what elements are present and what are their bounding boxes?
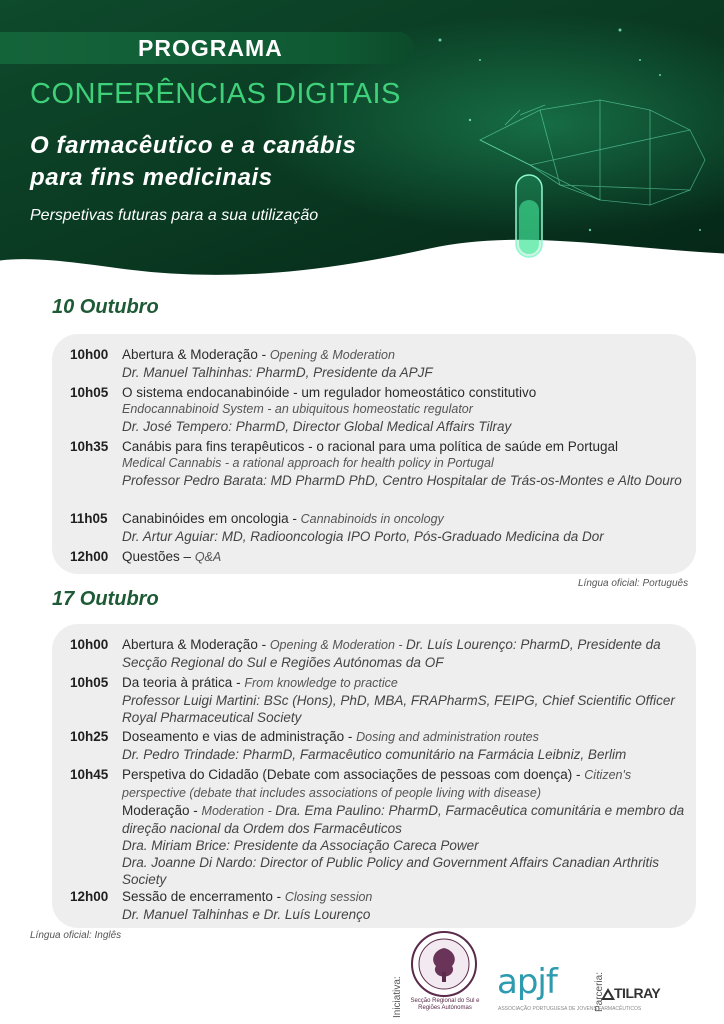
day-title-1: 10 Outubro [52, 296, 159, 318]
session-time: 10h45 [70, 767, 109, 782]
seal-logo [410, 930, 478, 998]
session-title-en: Dosing and administration routes [356, 730, 539, 744]
session-speakers: Dr. Pedro Trindade: PharmD, Farmacêutico comunitário na Farmácia Leibniz, Berlim [122, 747, 627, 762]
session-title-pt: O sistema endocanabinóide - um regulador homeostático constitutivo [122, 385, 537, 400]
test-tube-illustration [516, 175, 542, 257]
tilray-logo: TILRAY [614, 985, 661, 1001]
session-time: 10h05 [70, 675, 109, 690]
session-title-pt: Da teoria à prática [122, 675, 233, 690]
title-line-1: O farmacêutico e a canábis [30, 132, 357, 159]
session-title-pt: Canabinóides em oncologia [122, 511, 289, 526]
session-speakers: Professor Pedro Barata: MD PharmD PhD, Centro Hospitalar de Trás-os-Montes e Alto Douro [122, 473, 682, 488]
session-time: 12h00 [70, 549, 109, 564]
session-title-en: Opening & Moderation [269, 348, 395, 362]
session-title-en: Endocannabinoid System - an ubiquitous homeostatic regulator [122, 402, 473, 416]
parceria-label: Parceria: [594, 971, 605, 1012]
moderator-speaker: Dra. Ema Paulino: PharmD, Farmacêutica comunitária e membro da direção nacional da Ordem dos Farmacêuticos [122, 803, 685, 836]
tilray-triangle-icon [601, 988, 615, 1000]
session-time: 10h00 [70, 347, 109, 362]
apjf-logo: apjf [497, 962, 557, 1002]
language-note-2: Língua oficial: Inglês [30, 930, 122, 941]
session-speakers: Dr. Artur Aguiar: MD, Radiooncologia IPO Porto, Pós-Graduado Medicina da Dor [122, 529, 604, 544]
session-title-en: Citizen's perspective (debate that includes associations of people living with disease) [122, 768, 632, 800]
session-speakers: Professor Luigi Martini: BSc (Hons), PhD, MBA, FRAPharmS, FEIPG, Chief Scientific Officer Royal Pharmaceutical Society [122, 693, 675, 725]
session-title-pt: Perspetiva do Cidadão (Debate com associações de pessoas com doença) [122, 767, 573, 782]
moderation-label-en: Moderation [201, 804, 265, 818]
session-time: 10h00 [70, 637, 109, 652]
panelist-2: Dra. Joanne Di Nardo: Director of Public Policy and Government Affairs Canadian Arthritis Society [122, 855, 659, 887]
seal-caption: Secção Regional do Sul e Regiões Autónomas [410, 998, 480, 1011]
session-time: 12h00 [70, 889, 109, 904]
session-speakers: Dr. Luís Lourenço: PharmD, Presidente da Secção Regional do Sul e Regiões Autónomas da OF [122, 637, 661, 670]
panelist-1: Dra. Miriam Brice: Presidente da Associação Careca Power [122, 838, 479, 853]
page-title [30, 130, 450, 194]
session-title-pt: Abertura & Moderação [122, 347, 258, 362]
moderation-label-pt: Moderação [122, 803, 190, 818]
session-title-pt: Doseamento e vias de administração [122, 729, 345, 744]
session-title-en: Q&A [194, 550, 222, 564]
header-banner [0, 0, 724, 300]
programa-label: PROGRAMA [138, 35, 283, 61]
session-speakers: Dr. Manuel Talhinhas: PharmD, Presidente da APJF [122, 365, 433, 380]
session-title-en: Closing session [284, 890, 373, 904]
session-title-pt: Abertura & Moderação [122, 637, 258, 652]
session-title-en: From knowledge to practice [244, 676, 398, 690]
session-title-pt: Canábis para fins terapêuticos - o racional para uma política de saúde em Portugal [122, 439, 619, 454]
page-subtitle: Perspetivas futuras para a sua utilização [30, 207, 319, 224]
session-time: 11h05 [70, 511, 108, 526]
session-title-pt: Questões – [122, 549, 192, 564]
session-speakers: Dr. José Tempero: PharmD, Director Global Medical Affairs Tilray [122, 419, 512, 434]
session-time: 10h05 [70, 385, 109, 400]
session-title-en: Opening & Moderation [269, 638, 395, 652]
apjf-caption: ASSOCIAÇÃO PORTUGUESA DE JOVENS FARMACÊUTICOS [498, 1006, 642, 1012]
iniciativa-label: Iniciativa: [392, 976, 403, 1018]
session-time: 10h35 [70, 439, 109, 454]
session-title-en: Cannabinoids in oncology [300, 512, 444, 526]
title-line-2: para fins medicinais [30, 164, 273, 191]
session-title-en: Medical Cannabis - a rational approach for health policy in Portugal [122, 456, 494, 470]
day-title-2: 17 Outubro [52, 588, 159, 610]
session-title-pt: Sessão de encerramento [122, 889, 273, 904]
conferencias-title: CONFERÊNCIAS DIGITAIS [30, 78, 401, 110]
session-speakers: Dr. Manuel Talhinhas e Dr. Luís Lourenço [122, 907, 371, 922]
session-time: 10h25 [70, 729, 109, 744]
language-note-1: Língua oficial: Português [578, 578, 689, 589]
